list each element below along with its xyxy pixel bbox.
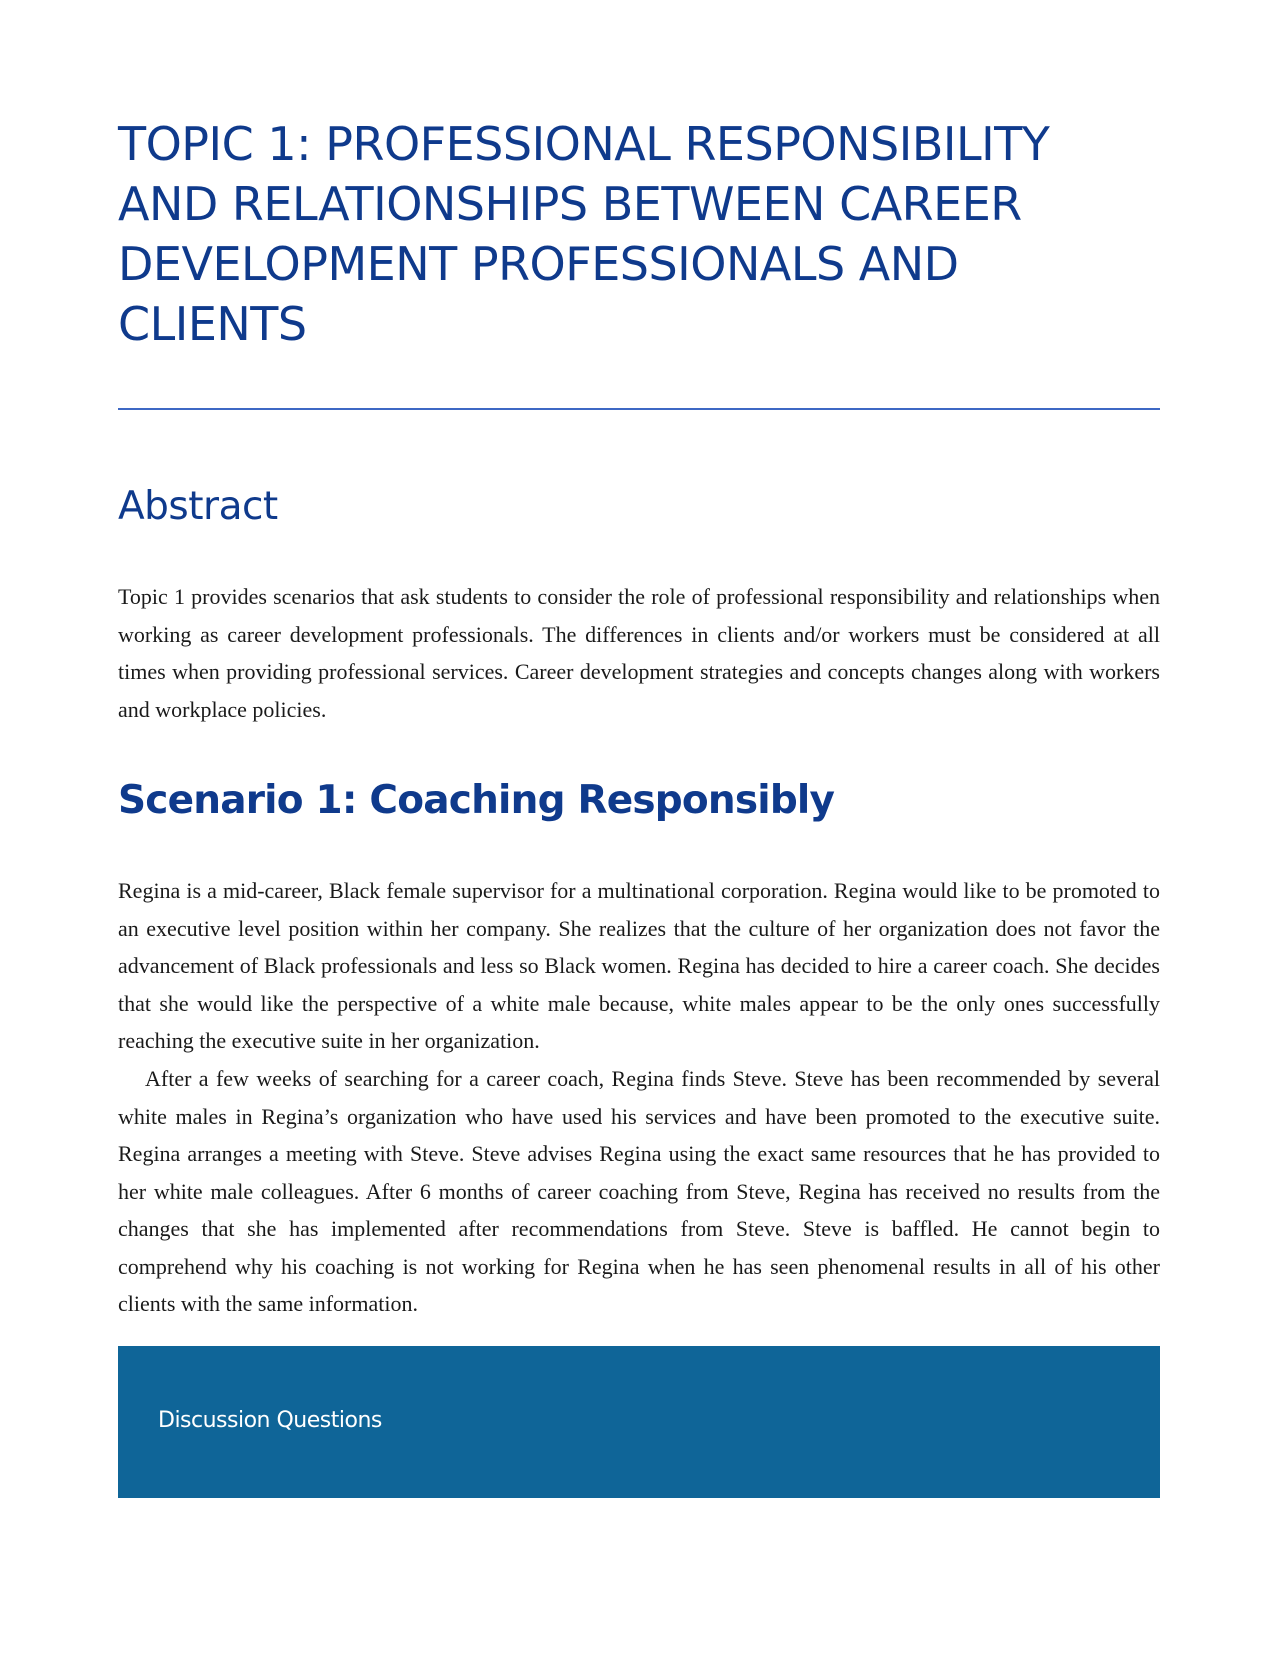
abstract-paragraph: Topic 1 provides scenarios that ask students to consider the role of professional responsibility and relationships when working as career development professionals. The differences in clients and/or workers must be considered at all times when providing professional services. Career development strategies and concepts changes along with workers and workplace policies. — [118, 584, 1160, 722]
scenario-heading: Scenario 1: Coaching Responsibly — [118, 778, 835, 823]
abstract-heading: Abstract — [118, 484, 278, 529]
discussion-questions-box[interactable] — [118, 1346, 1160, 1498]
scenario-paragraph: Regina is a mid-career, Black female supervisor for a multinational corporation. Regina would like to be promoted to an executive level position within her company. She realizes that the culture of her organization does not favor the advancement of Black professionals and less so Black women. Regina has decided to hire a career coach. She decides that she would like the perspective of a white male because, white males appear to be the only ones successfully reaching the executive suite in her organization. — [118, 878, 1160, 1053]
chapter-title: TOPIC 1: PROFESSIONAL RESPONSIBILITY AND RELATIONSHIPS BETWEEN CAREER DEVELOPMENT PROFESSIONALS AND CLIENTS — [118, 117, 1050, 351]
scenario-paragraph: After a few weeks of searching for a career coach, Regina finds Steve. Steve has been recommended by several white males in Regina’s organization who have used his services and have been promoted to the executive suite. Regina arranges a meeting with Steve. Steve advises Regina using the exact same resources that he has provided to her white male colleagues. After 6 months of career coaching from Steve, Regina has received no results from the changes that she has implemented after recommendations from Steve. Steve is baffled. He cannot begin to comprehend why his coaching is not working for Regina when he has seen phenomenal results in all of his other clients with the same information. — [118, 1066, 1160, 1316]
title-divider — [118, 408, 1160, 410]
discussion-questions-label: Discussion Questions — [158, 1408, 382, 1433]
